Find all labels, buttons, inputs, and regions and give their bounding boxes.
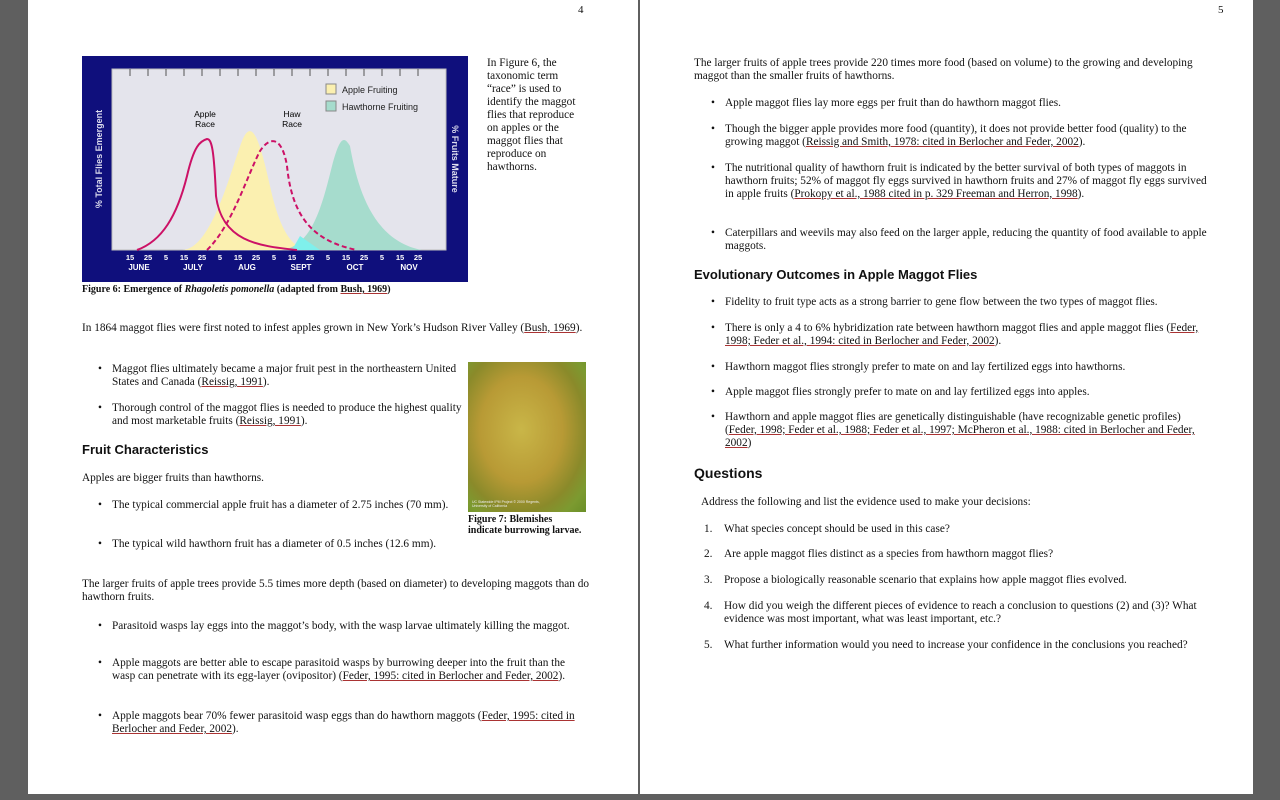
legend-swatch-hawthorne [326,101,336,111]
question-text: How did you weigh the different pieces of evidence to reach a conclusion to questions (2) and (3)? What evidence was most important, what was least important, etc.? [724,600,1197,625]
month-labels [128,263,418,272]
day-tick: 5 [379,253,385,262]
day-tick: 25 [197,253,207,262]
apple-race-label: Apple [194,109,216,119]
paragraph: In 1864 maggot flies were first noted to infest apples grown in New York’s Hudson River Valley (Bush, 1969). [82,322,583,334]
list-item: • There is only a 4 to 6% hybridization rate between hawthorn maggot flies and apple maggot flies (Feder, 1998; Feder et al., 1994: cited in Berlocher and Feder, 2002). [711,322,1215,348]
citation-link[interactable]: Prokopy et al., 1988 cited in p. 329 Freeman and Herron, 1998 [794,188,1078,200]
haw-race-label: Haw [283,109,301,119]
day-tick: 5 [217,253,223,262]
question-text: Are apple maggot flies distinct as a species from hawthorn maggot flies? [724,548,1054,560]
day-tick: 15 [395,253,405,262]
list-item: • Caterpillars and weevils may also feed on the larger apple, reducing the quantity of food available to apple maggots. [711,227,1215,253]
day-tick: 25 [251,253,261,262]
page-number: 5 [1218,4,1224,16]
question-item [704,548,1224,561]
question-number: 5. [704,639,713,651]
citation-link[interactable]: Feder, 1995: cited in Berlocher and Feder, 2002 [342,670,559,682]
figure-6-emergence-chart [82,56,468,282]
paragraph: The larger fruits of apple trees provide 5.5 times more depth (based on diameter) to developing maggots than do hawthorn fruits. [82,578,590,603]
list-item: • Fidelity to fruit type acts as a strong barrier to gene flow between the two types of maggot flies. [711,296,1215,309]
citation-link[interactable]: Feder, 1995: cited in Berlocher and Feder, 2002 [112,710,575,735]
citation-link[interactable]: Feder, 1998; Feder et al., 1988; Feder et al., 1997; McPheron et al., 1988: cited in Berlocher and Feder, 2002 [725,424,1195,449]
page-number: 4 [578,4,584,16]
list-item: • The typical wild hawthorn fruit has a diameter of 0.5 inches (12.6 mm). [98,538,462,551]
day-tick: 25 [305,253,315,262]
month-label: AUG [238,263,256,272]
day-tick: 25 [359,253,369,262]
day-tick: 5 [271,253,277,262]
day-tick: 15 [233,253,243,262]
month-label: SEPT [290,263,312,272]
list-item: • Apple maggot flies strongly prefer to mate on and lay fertilized eggs into apples. [711,386,1215,399]
month-label: JUNE [128,263,150,272]
day-tick: 25 [413,253,423,262]
question-item [704,523,1224,536]
question-item [704,600,1224,626]
list-item: • Apple maggots bear 70% fewer parasitoid wasp eggs than do hawthorn maggots (Feder, 1995: cited in Berlocher and Feder, 2002). [98,710,582,736]
question-item [704,574,1224,587]
question-item [704,639,1224,652]
list-item: • Parasitoid wasps lay eggs into the maggot’s body, with the wasp larvae ultimately killing the maggot. [98,620,582,633]
figure-side-text: In Figure 6, the taxonomic term “race” is used to identify the maggot flies that reproduce on apples or the maggot flies that reproduce on hawthorns. [487,57,576,173]
question-text: What species concept should be used in this case? [724,523,950,535]
list-item: • Maggot flies ultimately became a major fruit pest in the northeastern United States and Canada (Reissig, 1991). [98,363,462,389]
paragraph: Address the following and list the evidence used to make your decisions: [701,496,1031,508]
month-label: OCT [346,263,364,272]
citation-link[interactable]: Bush, 1969 [340,284,388,295]
day-tick: 15 [179,253,189,262]
month-label: NOV [400,263,418,272]
list-item: • The typical commercial apple fruit has a diameter of 2.75 inches (70 mm). [98,499,462,512]
apple-race-label-2: Race [195,119,215,129]
paragraph: Apples are bigger fruits than hawthorns. [82,472,264,484]
day-tick: 25 [143,253,153,262]
day-tick: 15 [341,253,351,262]
day-tick: 5 [325,253,331,262]
question-number: 1. [704,523,713,535]
question-number: 3. [704,574,713,586]
day-tick: 15 [287,253,297,262]
legend-swatch-apple [326,84,336,94]
figure-7-caption: Figure 7: Blemishes indicate burrowing larvae. [468,514,582,536]
question-number: 4. [704,600,713,612]
citation-link[interactable]: Reissig, 1991 [201,376,263,388]
photo-credit: UC Statewide IPM Project © 2000 Regents, University of California [472,500,540,508]
list-item: • Apple maggot flies lay more eggs per fruit than do hawthorn maggot flies. [711,97,1215,110]
question-text: What further information would you need to increase your confidence in the conclusions you reached? [724,639,1188,651]
citation-link[interactable]: Feder, 1998; Feder et al., 1994: cited in Berlocher and Feder, 2002 [725,322,1199,347]
question-number: 2. [704,548,713,560]
list-item: • Though the bigger apple provides more food (quantity), it does not provide better food (quality) to the growing maggot (Reissig and Smith, 1978: cited in Berlocher and Feder, 2002). [711,123,1215,149]
legend-apple: Apple Fruiting [342,85,398,95]
section-heading: Fruit Characteristics [82,442,209,457]
section-heading: Evolutionary Outcomes in Apple Maggot Flies [694,267,978,282]
paragraph: The larger fruits of apple trees provide 220 times more food (based on volume) to the growing and developing maggot than the smaller fruits of hawthorns. [694,57,1193,82]
list-item: • The nutritional quality of hawthorn fruit is indicated by the better survival of both types of maggots in hawthorn fruits; 52% of maggot fly eggs survived in hawthorn fruits and 27% of maggot fly eggs survived in apple fruits (Prokopy et al., 1988 cited in p. 329 Freeman and Herron, 1998). [711,162,1215,201]
figure-6-caption: Figure 6: Emergence of Rhagoletis pomonella (adapted from Bush, 1969) [82,284,391,295]
month-label: JULY [183,263,203,272]
list-item: • Thorough control of the maggot flies is needed to produce the highest quality and most marketable fruits (Reissig, 1991). [98,402,462,428]
day-tick: 15 [125,253,135,262]
list-item: • Hawthorn maggot flies strongly prefer to mate on and lay fertilized eggs into hawthorns. [711,361,1215,374]
question-text: Propose a biologically reasonable scenario that explains how apple maggot flies evolved. [724,574,1127,586]
section-heading: Questions [694,465,763,481]
figure-7-apple-photo [468,362,586,512]
citation-link[interactable]: Reissig and Smith, 1978: cited in Berlocher and Feder, 2002 [805,136,1079,148]
y-left-label: % Total Flies Emergent [94,109,104,209]
citation-link[interactable]: Bush, 1969 [524,322,576,334]
y-right-label: % Fruits Mature [450,125,460,193]
day-tick: 5 [163,253,169,262]
list-item: • Hawthorn and apple maggot flies are genetically distinguishable (have recognizable genetic profiles) (Feder, 1998; Feder et al., 1988; Feder et al., 1997; McPheron et al., 1988: cited in Berlocher and Feder, 2002) [711,411,1215,450]
citation-link[interactable]: Reissig, 1991 [239,415,301,427]
haw-race-label-2: Race [282,119,302,129]
day-tick-labels [126,253,422,262]
legend-hawthorne: Hawthorne Fruiting [342,102,419,112]
list-item: • Apple maggots are better able to escape parasitoid wasps by burrowing deeper into the fruit than the wasp can penetrate with its egg-layer (ovipositor) (Feder, 1995: cited in Berlocher and Feder, 2002). [98,657,582,683]
